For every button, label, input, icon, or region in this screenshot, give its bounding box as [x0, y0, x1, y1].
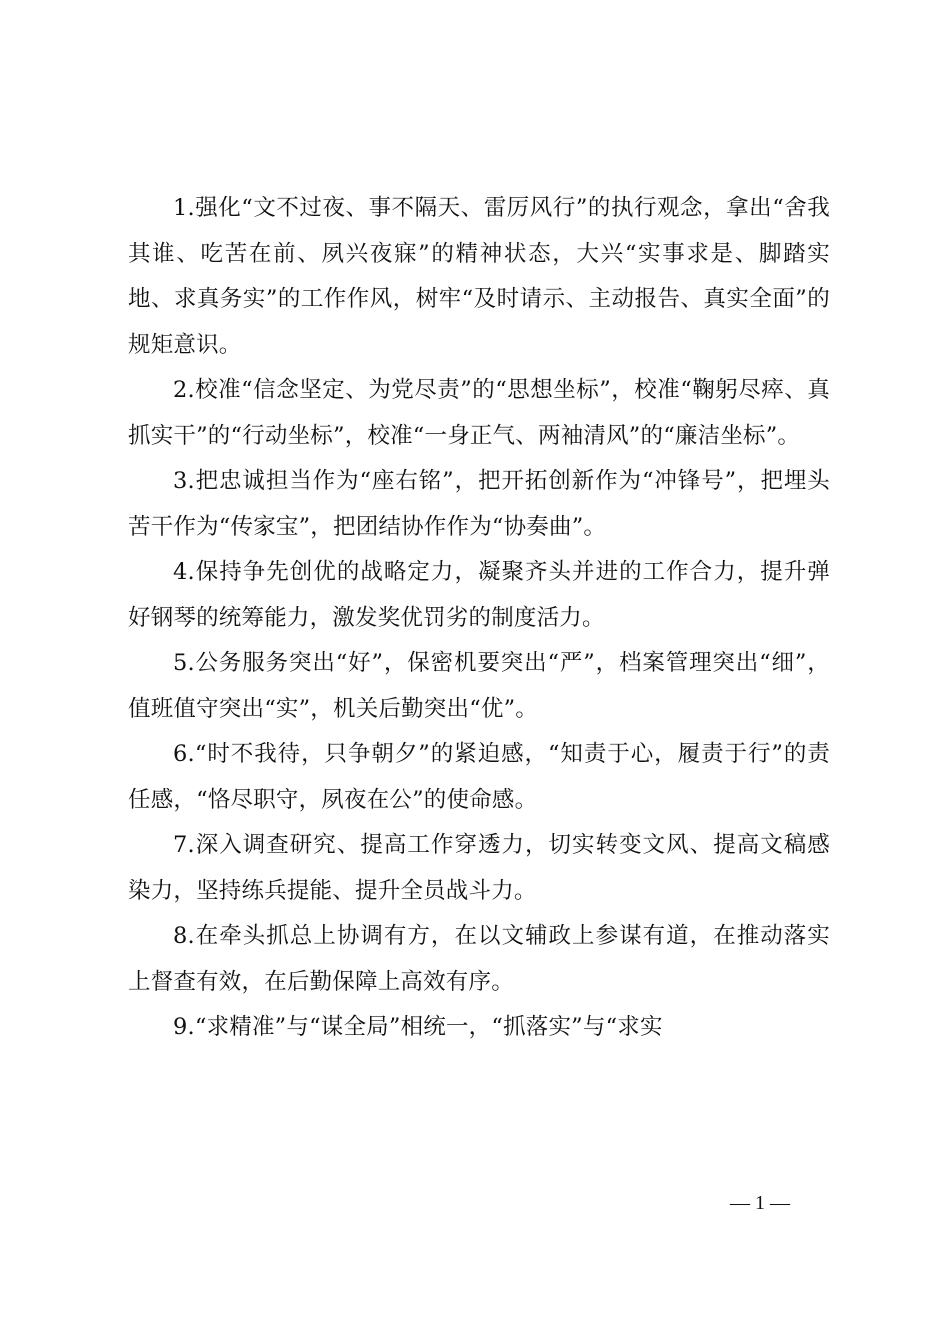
paragraph-1: 1.强化“文不过夜、事不隔天、雷厉风行”的执行观念，拿出“舍我其谁、吃苦在前、夙兴夜寐”的精神状态，大兴“实事求是、脚踏实地、求真务实”的工作作风，树牢“及时请示、主动报告、真实全面”的规矩意识。 — [128, 195, 830, 358]
paragraph-2: 2.校准“信念坚定、为党尽责”的“思想坐标”，校准“鞠躬尽瘁、真抓实干”的“行动坐标”，校准“一身正气、两袖清风”的“廉洁坐标”。 — [128, 377, 830, 449]
document-body — [128, 186, 830, 1051]
paragraph-4: 4.保持争先创优的战略定力，凝聚齐头并进的工作合力，提升弹好钢琴的统筹能力，激发奖优罚劣的制度活力。 — [128, 559, 830, 631]
paragraph-8: 8.在牵头抓总上协调有方，在以文辅政上参谋有道，在推动落实上督查有效，在后勤保障上高效有序。 — [128, 923, 830, 995]
page-number: — 1 — — [730, 1192, 790, 1214]
paragraph-3: 3.把忠诚担当作为“座右铭”，把开拓创新作为“冲锋号”，把埋头苦干作为“传家宝”，把团结协作作为“协奏曲”。 — [128, 468, 830, 540]
paragraph-5: 5.公务服务突出“好”，保密机要突出“严”，档案管理突出“细”，值班值守突出“实”，机关后勤突出“优”。 — [128, 650, 830, 722]
paragraph-9: 9.“求精准”与“谋全局”相统一，“抓落实”与“求实 — [173, 1014, 663, 1040]
paragraph-7: 7.深入调查研究、提高工作穿透力，切实转变文风、提高文稿感染力，坚持练兵提能、提升全员战斗力。 — [128, 832, 830, 904]
paragraph-6: 6.“时不我待，只争朝夕”的紧迫感，“知责于心，履责于行”的责任感，“恪尽职守，夙夜在公”的使命感。 — [128, 741, 830, 813]
